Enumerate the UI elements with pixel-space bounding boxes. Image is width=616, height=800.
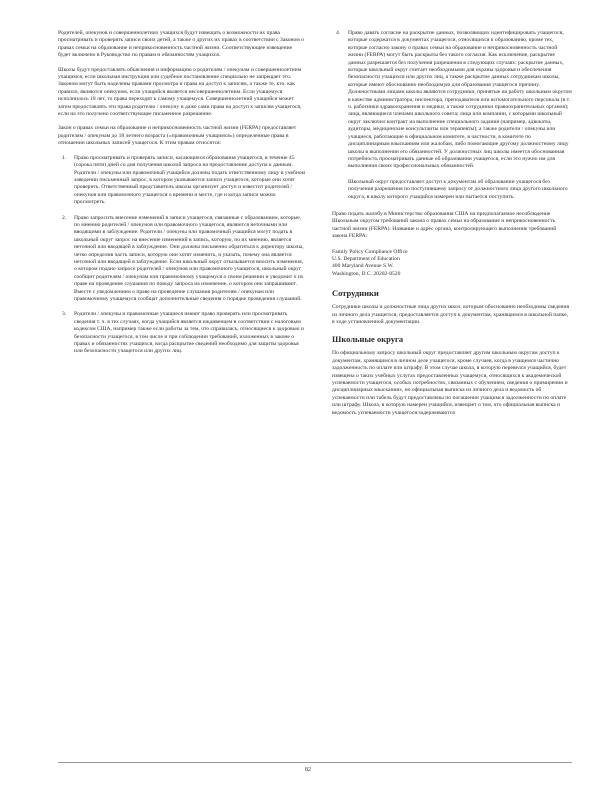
right-column <box>332 30 572 424</box>
intro-paragraph: Родителей, опекунов и совершеннолетних учащихся будут извещать о возможности их права просматривать и проверять записи своих детей, а также о других их правах в соответствии с Законом о правах семьи на образование и неприкосновенность частной жизни. Соответствующее извещение будет включено в Руководство по правам и обязанностям учащихся. <box>58 30 304 59</box>
numbered-item <box>58 155 306 207</box>
item-text: Родители / опекуны и правомочные учащиеся имеют право проверять или просматривать сведения т. ч. в тех случаях, когда учащийся является иждивенцем в соответствии с налоговым кодексом США, например также если работы за тем, что справилась, относящиеся к здоровью и безопасности учащегося, в том числе и при соблюдении требований, изложенных в законе о правах и обязанностях учащихся, когда раскрытие сведений необходимо для защиты здоровья или безопасности учащегося или других лиц. <box>74 311 304 355</box>
item-followup-paragraph: Школьный округ предоставляет доступ к документам об образовании учащегося без получения разрешения по поступившему запросу от должностного лица другого школьного округа, в школу которого учащийся намерен или пытается поступить. <box>348 178 568 200</box>
numbered-item <box>332 30 572 171</box>
address-block <box>332 249 572 279</box>
address-line: 400 Maryland Avenue S.W. <box>332 263 394 270</box>
intro-paragraph: Закон о правах семьи на образование и неприкосновенность частной жизни (FERPA) предоставляет родителям / опекунам до 18 летнего возраста («правомочным учащимся») определенные права в отношении школьных записей учащегося. К этим правам относятся: <box>58 125 297 147</box>
section-paragraph: Сотрудники школы и должностные лица других школ, которым обоснованно необходимы сведения из личного дела учащегося, предоставляется доступ к документам, хранящимся в школьной папке, в ходе установленной документации. <box>332 304 570 325</box>
page-number: 82 <box>305 767 311 773</box>
item-text: Право давать согласие на раскрытие данных, позволяющих идентифицировать учащегося, которые содержатся в документах учащегося, относящихся к образованию, кроме тех, которые согласно закону о правах семьи на образование и неприкосновенность частной жизни (FERPA) могут быть раскрыты без такого согласия. Как исключение, раскрытие данных разрешается без получения разрешения в следующих случаях: раскрытие данных, которые школьный округ считает необходимыми для охраны здоровья и обеспечения безопасности учащихся или других лиц, а также раскрытие данных сотрудникам школы, которые имеют обоснованно необходимую для образования учащегося причину. Должностными лицами школы являются сотрудники, принятые на работу школьным округом в качестве администратора, инспектора, преподавателя или вспомогательного персонала (в т. ч. работники здравоохранения и медики, а также сотрудники правоохранительных органов); лица, являющиеся членами школьного совета; лица или компании, с которыми школьный округ заключил контракт на выполнение специального задания (например, адвокаты, аудиторы, медицинские консультанты или терапевты); а также родители / опекуны или учащиеся, работающие в официальном комитете, в частности, в комитете по дисциплинарным взысканиям или жалобам, либо помогающие другому должностному лицу школы в выполнении его обязанностей. У должностных лиц школы имеется обоснованная потребность просматривать данные об образовании учащегося, если это нужно им для выполнения своих профессиональных обязанностей. <box>348 30 572 170</box>
intro-paragraph: Школы будут предоставлять объяснения и информацию о родителям / опекунам и совершеннолетним учащимся, если школьная инструкция или судебное постановление специально не запрещает это. Законом могут быть наделены правами просмотра и права на доступ к записям, а также те, кто, как правило, являются опекуном, если учащийся является несовершеннолетним. Если учащемуся исполнилось 18 лет, то права переходят к самому учащемуся. Совершеннолетний учащийся может затем предоставлять эти права родителю / опекуну и даже сами права на доступ к записям учащегося, если на это получено соответствующее письменное разрешение. <box>58 66 302 118</box>
item-number: 4. <box>336 30 341 36</box>
address-line: Family Policy Compliance Office <box>332 248 408 255</box>
left-column <box>58 30 306 364</box>
item-text: Право запросить внесение изменений в записи учащегося, связанные с образованием, которые, по мнению родителей / опекунов или правомочного учащегося, являются неточными или вводящими в заблуждение. Родители / опекуны или правомочный учащийся могут подать в школьный округ запрос на внесение изменений в запись, которую, по их мнению, является неточной или вводящей в заблуждение. Они должны письменно обратиться к директору школы, четко определив часть записи, которую они хотят изменить, и указать, почему она является неточной или вводящей в заблуждение. Если школьный округ отказывается вносить изменения, о котором подано запросе родителей / опекунов или правомочного учащегося, школьный округ сообщит родителям / опекунам или правомочному учащемуся о своем решении и уведомит о их праве на проведение слушания по поводу запроса на изменение, о котором они запрашивают. Вместе с уведомлением о праве на проведение слушания родителям / опекунам или правомочному учащемуся сообщат дополнительные сведения о порядке проведения слушаний. <box>74 214 304 302</box>
item-followup-block <box>332 179 572 201</box>
item-number: 2. <box>62 214 67 221</box>
complaint-paragraph: Право подать жалобу в Министерство образования США на предполагаемое несоблюдение Школьным округом требований закона о правах семьи на образование и неприкосновенность частной жизни (FERPA). Название и адрес органа, контролирующего выполнение требований закона FERPA: <box>332 210 557 240</box>
address-line: Washington, D.C. 20202-8520 <box>332 270 401 277</box>
numbered-item <box>58 311 306 355</box>
section-paragraph: По официальному запросу школьный округ предоставляет другим школьным округам доступ к документам, хранящимся в личном деле учащегося, кроме случаев, когда в учащемся частично задолженность по оплате или штрафу. В этом случае школа, в которую перевелся учащийся, будет извещена о таких учебных услугах предоставленных учащемуся, относящихся к академической успеваемости учащегося, особых потребностях, связанных с обучением, сведения о примирении и дисциплинарных взысканиях, но официальная выписка из личного дела и ведомость об успеваемости или табель будут предоставлены по погашении учащимся задолженности по оплате или штрафу. Школа, в которую намерен учащийся, извещает о том, что официальная выписка и ведомость успеваемости учащегося задерживаются <box>332 350 568 416</box>
item-number: 1. <box>62 154 67 161</box>
address-line: U.S. Department of Education <box>332 255 400 262</box>
item-number: 3. <box>62 311 67 318</box>
item-text: Право просматривать и проверять записи, касающиеся образования учащегося, в течение 45 (сорока пяти) дней со дня получения школой запроса на предоставление доступа к данным. Родители / опекуны или правомочный учащийся должны подать ответственному лицу в учебном заведении письменный запрос, в котором указываются записи учащегося, которые они хотят проверить. Ответственный представитель школы организует доступ и известит родителей / опекунов или правомочного учащегося о времени и месте, где и когда записи можно просмотреть. <box>74 154 306 206</box>
section-heading-school-districts: Школьные округа <box>332 334 404 345</box>
footer-divider <box>58 762 572 763</box>
section-heading-staff: Сотрудники <box>332 288 379 299</box>
numbered-item <box>58 215 306 304</box>
